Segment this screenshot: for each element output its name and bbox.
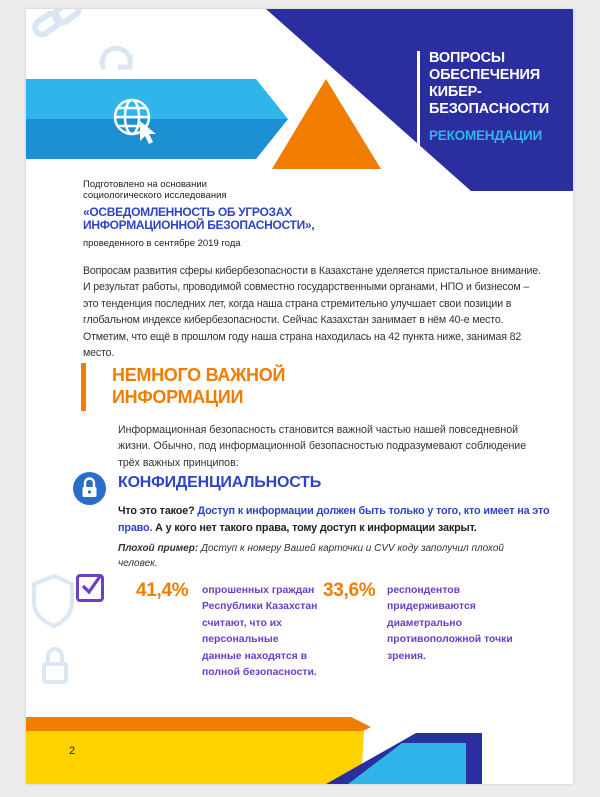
page-number: 2	[69, 745, 76, 757]
stat-value: 33,6%	[323, 580, 376, 601]
prepared-note: Подготовлено на основании социологического исследования	[83, 179, 227, 201]
stat-description: опрошенных граждан Республики Казахстан считают, что их персональные данные находятся в полной безопасности.	[202, 585, 318, 679]
header-subtitle: РЕКОМЕНДАЦИИ	[429, 128, 542, 143]
decorative-shield-icon	[26, 564, 76, 714]
lock-icon	[73, 472, 106, 505]
study-date: проведенного в сентябре 2019 года	[83, 238, 241, 249]
decorative-refresh-icon	[102, 48, 130, 69]
section-accent-bar	[81, 363, 86, 411]
section-title: НЕМНОГО ВАЖНОЙ ИНФОРМАЦИИ	[112, 365, 286, 407]
checkbox-icon	[76, 574, 104, 602]
bad-example: Плохой пример: Доступ к номеру Вашей карточки и CVV коду заполучил плохой человек.	[118, 543, 504, 569]
confidentiality-definition: Что это такое? Доступ к информации должен быть только у того, кто имеет на это право. А у кого нет такого права, тому доступ к информации закрыт.	[118, 505, 550, 534]
document-page	[26, 9, 573, 784]
footer-graphic	[26, 709, 573, 784]
stat-description: респондентов придерживаются диаметрально противоположной точки зрения.	[387, 585, 513, 662]
study-title: «ОСВЕДОМЛЕННОСТЬ ОБ УГРОЗАХ ИНФОРМАЦИОННОЙ БЕЗОПАСНОСТИ»,	[83, 205, 315, 232]
stat-value: 41,4%	[136, 580, 189, 601]
section-paragraph: Информационная безопасность становится важной частью нашей повседневной жизни. Обычно, под информационной безопасностью подразумевают соблюдение трёх важных принципов:	[118, 424, 527, 469]
header-title: ВОПРОСЫ ОБЕСПЕЧЕНИЯ КИБЕР- БЕЗОПАСНОСТИ	[429, 50, 550, 117]
header-divider	[417, 51, 420, 151]
confidentiality-heading: КОНФИДЕНЦИАЛЬНОСТЬ	[118, 474, 322, 491]
decorative-link-icon	[32, 9, 81, 37]
intro-paragraph: Вопросам развития сферы кибербезопасности в Казахстане уделяется пристальное внимание. И результат работы, проводимой совместно государственными органами, НПО и бизнесом – это тенденция последних лет, когда наша страна стремительно улучшает свои позиции в глобальном индексе кибербезопасности. Сейчас Казахстан занимает в нём 40-е место. Отметим, что ещё в прошлом году наша страна находилась на 42 пункта ниже, занимая 82 место.	[83, 265, 541, 360]
